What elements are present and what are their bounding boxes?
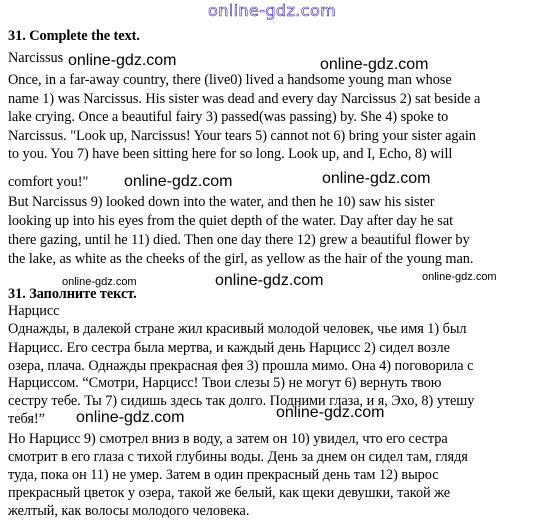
russian-line: сестру тебе. Ты 7) сидишь здесь так долго. Подними глаза, и я, Эхо, 8) утешу: [8, 393, 475, 409]
watermark: online-gdz.com: [124, 173, 233, 190]
russian-line: туда, пока он 11) не умер. Затем в один прекрасный день там 12) вырос: [8, 467, 439, 483]
english-line: looking up into his eyes from the quiet depth of the water. Day after day he sat: [8, 213, 454, 229]
english-line: name 1) was Narcissus. His sister was dead and every day Narcissus 2) sat beside a: [8, 91, 481, 107]
watermark: online-gdz.com: [76, 409, 185, 426]
russian-line: тебя!”: [8, 411, 45, 427]
watermark-top: online-gdz.com: [208, 1, 337, 20]
english-line: to you. You 7) have been sitting here for so long. Look up, and I, Echo, 8) will: [8, 146, 453, 162]
watermark: online-gdz.com: [322, 170, 431, 187]
russian-line: смотрит в его глаза с тихой глубины воды. День за днем он сидел там, глядя: [8, 449, 468, 465]
russian-line: желтый, как волосы молодого человека.: [8, 503, 250, 519]
watermark: online-gdz.com: [215, 272, 324, 289]
watermark: online-gdz.com: [68, 52, 177, 69]
russian-line: Нарцисс. Его сестра была мертва, и каждый день Нарцисс 2) сидел возле: [8, 340, 450, 356]
english-line: comfort you!": [8, 174, 89, 190]
russian-heading: 31. Заполните текст.: [8, 286, 137, 302]
english-line: there gazing, until he 11) died. Then one day there 12) grew a beautiful flower by: [8, 232, 470, 248]
watermark-small: online-gdz.com: [422, 271, 497, 283]
russian-line: Однажды, в далекой стране жил красивый молодой человек, чье имя 1) был: [8, 321, 467, 337]
russian-line: Но Нарцисс 9) смотрел вниз в воду, а затем он 10) увидел, что его сестра: [8, 431, 448, 447]
english-line: the lake, as white as the cheeks of the girl, as yellow as the hair of the young man.: [8, 251, 474, 267]
english-line: But Narcissus 9) looked down into the water, and then he 10) saw his sister: [8, 194, 435, 210]
english-line: Narcissus. "Look up, Narcissus! Your tears 5) cannot not 6) bring your sister again: [8, 128, 476, 144]
watermark: online-gdz.com: [276, 404, 385, 421]
watermark: online-gdz.com: [320, 56, 429, 73]
english-title: Narcissus: [8, 50, 64, 66]
russian-line: озера, плача. Однажды прекрасная фея 3) прошла мимо. Она 4) поговорила с: [8, 358, 474, 374]
watermark-small: online-gdz.com: [62, 276, 137, 288]
english-line: lake crying. Once a beautiful fairy 3) passed(was passing) by. She 4) spoke to: [8, 109, 449, 125]
english-heading: 31. Complete the text.: [8, 28, 140, 44]
russian-line: Нарциссом. “Смотри, Нарцисс! Твои слезы 5) не могут 6) вернуть твою: [8, 375, 442, 391]
russian-line: прекрасный цветок у озера, такой же белый, как щеки девушки, такой же: [8, 485, 451, 501]
russian-title: Нарцисс: [8, 303, 60, 319]
english-line: Once, in a far-away country, there (live0) lived a handsome young man whose: [8, 72, 452, 88]
